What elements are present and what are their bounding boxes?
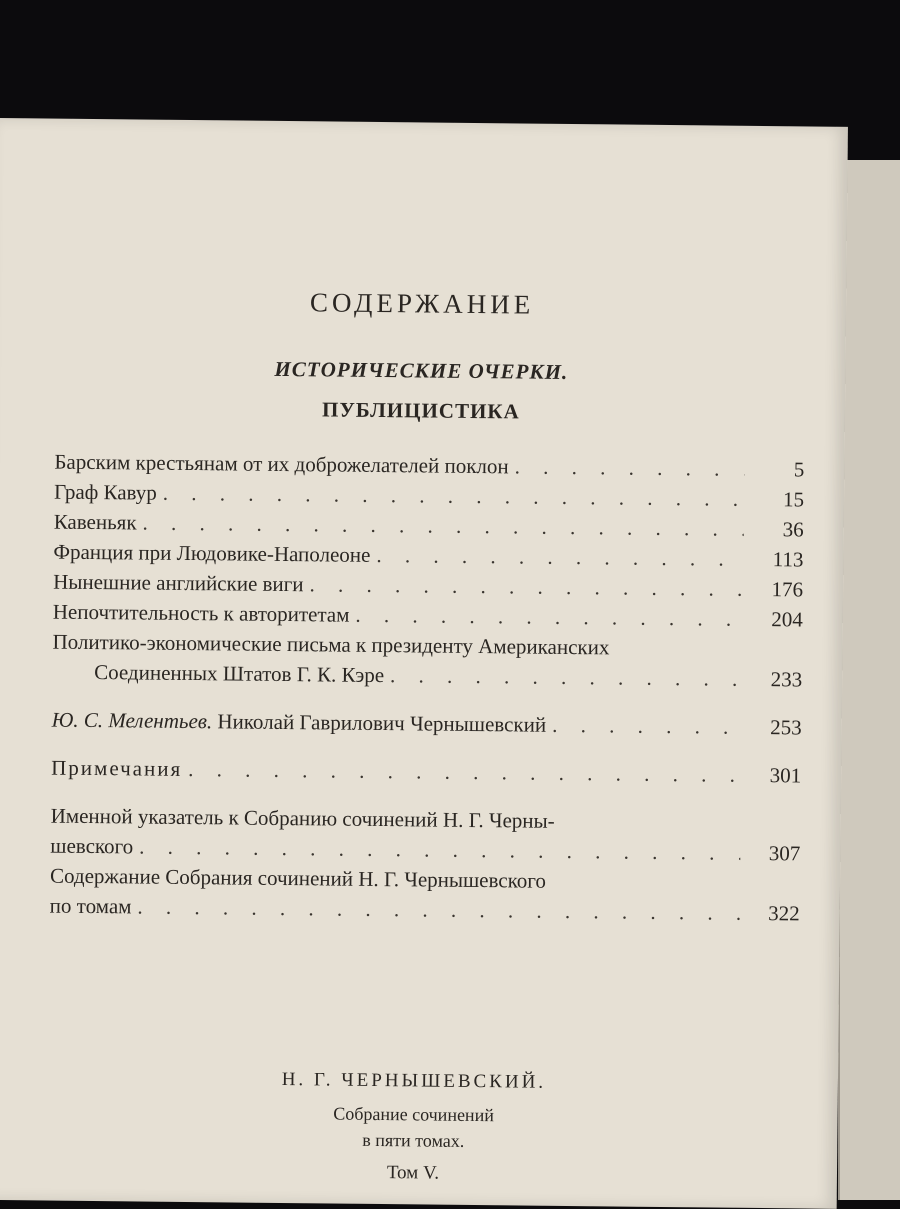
footer-collection: Собрание сочинений: [333, 1103, 495, 1126]
toc-entry-title: Содержание Собрания сочинений Н. Г. Чернышевского: [49, 863, 547, 893]
footer-volumes: в пяти томах.: [362, 1129, 465, 1151]
toc-entry-page: 233: [770, 667, 803, 692]
toc-entry-title: Кавеньяк: [53, 509, 137, 535]
dot-leader: [546, 710, 742, 742]
toc-entry-page: 322: [768, 901, 800, 926]
dot-leader: [384, 660, 742, 694]
toc-entry-title: по томам: [49, 893, 132, 919]
dot-leader: [509, 451, 745, 483]
dot-leader: [370, 540, 743, 574]
toc-entry-title: Именной указатель к Собранию сочинений Н. Г. Черны-: [50, 803, 555, 833]
toc-entry-title: шевского: [50, 833, 134, 859]
toc-entry-title: Политико-экономические письма к президенту Американских: [52, 629, 610, 660]
toc-entry-title: Франция при Людовике-Наполеоне: [53, 539, 371, 567]
toc-entry-page: 253: [770, 715, 802, 740]
toc-entry-page: 307: [768, 841, 801, 866]
table-of-contents: [50, 447, 805, 929]
toc-entry-page: 204: [771, 607, 803, 632]
dot-leader: [303, 569, 743, 604]
toc-entry-page: 113: [772, 547, 804, 572]
page-title: СОДЕРЖАНИЕ: [309, 287, 535, 320]
toc-entry-title: Нынешние английские виги: [53, 569, 304, 597]
toc-entry-title: Граф Кавур: [53, 479, 157, 505]
book-page: [0, 118, 848, 1209]
dot-leader: [349, 600, 743, 634]
toc-entry-page: 301: [769, 763, 802, 788]
toc-entry-page: 5: [793, 457, 805, 482]
toc-entry-title: Соединенных Штатов Г. К. Кэре: [94, 660, 385, 688]
section-heading-2: ПУБЛИЦИСТИКА: [321, 397, 520, 424]
toc-entry-page: 176: [771, 577, 804, 602]
dot-leader: [182, 754, 741, 790]
toc-entry-title: Николай Гаврилович Чернышевский: [217, 709, 547, 737]
toc-entry-page: 15: [782, 487, 805, 512]
toc-entry-title: Непочтительность к авторитетам: [52, 599, 350, 627]
toc-entry-title: Примечания: [51, 755, 183, 781]
dot-leader: [131, 891, 740, 927]
section-heading-1: ИСТОРИЧЕСКИЕ ОЧЕРКИ.: [274, 356, 569, 384]
footer-author: Н. Г. ЧЕРНЫШЕВСКИЙ.: [281, 1069, 547, 1093]
author-name: Ю. С. Мелентьев.: [51, 707, 213, 734]
footer-volume-number: Том V.: [386, 1162, 440, 1184]
page-edge: [838, 160, 900, 1200]
toc-entry-title: Барским крестьянам от их доброжелателей поклон: [54, 449, 509, 479]
toc-entry-page: 36: [782, 517, 804, 542]
